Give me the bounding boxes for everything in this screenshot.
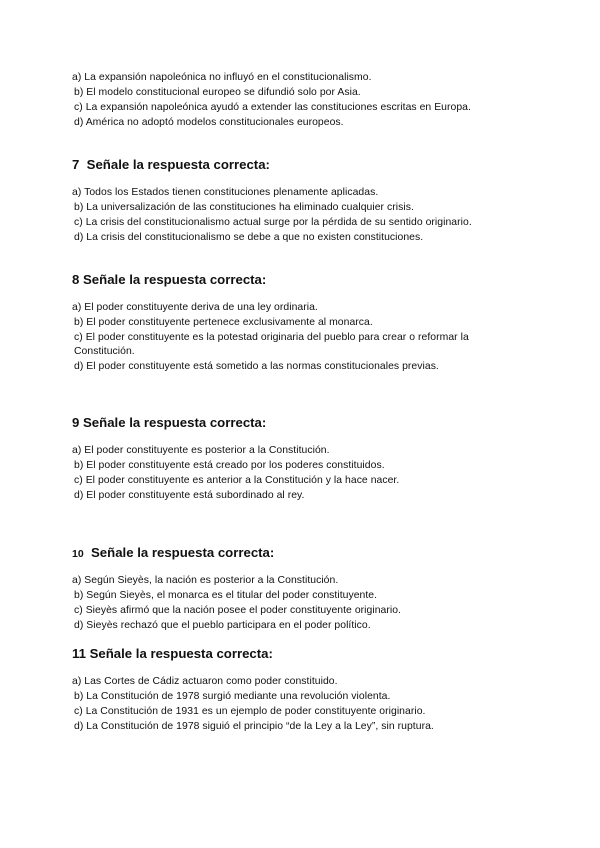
q7-number: 7 [72,157,80,172]
q7-title: Señale la respuesta correcta: [86,157,270,172]
q7-option-d: d) La crisis del constitucionalismo se debe a que no existen constituciones. [74,232,424,243]
q10-title: Señale la respuesta correcta: [91,545,275,560]
q6-option-c: c) La expansión napoleónica ayudó a extender las constituciones escritas en Europa. [74,102,471,113]
q9-heading [72,415,266,430]
q6-option-a: a) La expansión napoleónica no influyó en el constitucionalismo. [72,72,372,83]
q10-option-d: d) Sieyès rechazó que el pueblo participara en el poder político. [74,620,371,631]
q7-option-c: c) La crisis del constitucionalismo actual surge por la pérdida de su sentido originario. [74,217,472,228]
q10-option-a: a) Según Sieyès, la nación es posterior a la Constitución. [72,575,339,586]
q7-option-b: b) La universalización de las constituciones ha eliminado cualquier crisis. [74,202,414,213]
q8-title: Señale la respuesta correcta: [83,272,267,287]
q8-option-b: b) El poder constituyente pertenece exclusivamente al monarca. [74,317,373,328]
q11-option-d: d) La Constitución de 1978 siguió el principio “de la Ley a la Ley”, sin ruptura. [74,721,434,732]
q8-option-d: d) El poder constituyente está sometido a las normas constitucionales previas. [74,361,439,372]
q11-heading [72,646,273,661]
q11-number: 11 [72,646,86,661]
q10-option-c: c) Sieyès afirmó que la nación posee el poder constituyente originario. [74,605,401,616]
q9-option-d: d) El poder constituyente está subordinado al rey. [74,490,305,501]
q8-option-c: c) El poder constituyente es la potestad originaria del pueblo para crear o reformar la Constitución. [74,332,469,357]
q7-heading [72,157,270,172]
q9-title: Señale la respuesta correcta: [83,415,267,430]
q10-heading [72,545,274,560]
q9-option-c: c) El poder constituyente es anterior a la Constitución y la hace nacer. [74,475,400,486]
q8-heading [72,272,266,287]
q8-number: 8 [72,272,80,287]
q10-option-b: b) Según Sieyès, el monarca es el titular del poder constituyente. [74,590,378,601]
q11-option-c: c) La Constitución de 1931 es un ejemplo de poder constituyente originario. [74,706,426,717]
q6-option-b: b) El modelo constitucional europeo se difundió solo por Asia. [74,87,361,98]
q9-number: 9 [72,415,80,430]
q11-title: Señale la respuesta correcta: [89,646,273,661]
q11-option-b: b) La Constitución de 1978 surgió mediante una revolución violenta. [74,691,391,702]
q9-option-a: a) El poder constituyente es posterior a la Constitución. [72,445,330,456]
q10-number: 10 [72,548,84,560]
q11-option-a: a) Las Cortes de Cádiz actuaron como poder constituido. [72,676,338,687]
q7-option-a: a) Todos los Estados tienen constituciones plenamente aplicadas. [72,187,379,198]
q6-option-d: d) América no adoptó modelos constitucionales europeos. [74,117,344,128]
q8-option-a: a) El poder constituyente deriva de una ley ordinaria. [72,302,318,313]
q9-option-b: b) El poder constituyente está creado por los poderes constituidos. [74,460,385,471]
